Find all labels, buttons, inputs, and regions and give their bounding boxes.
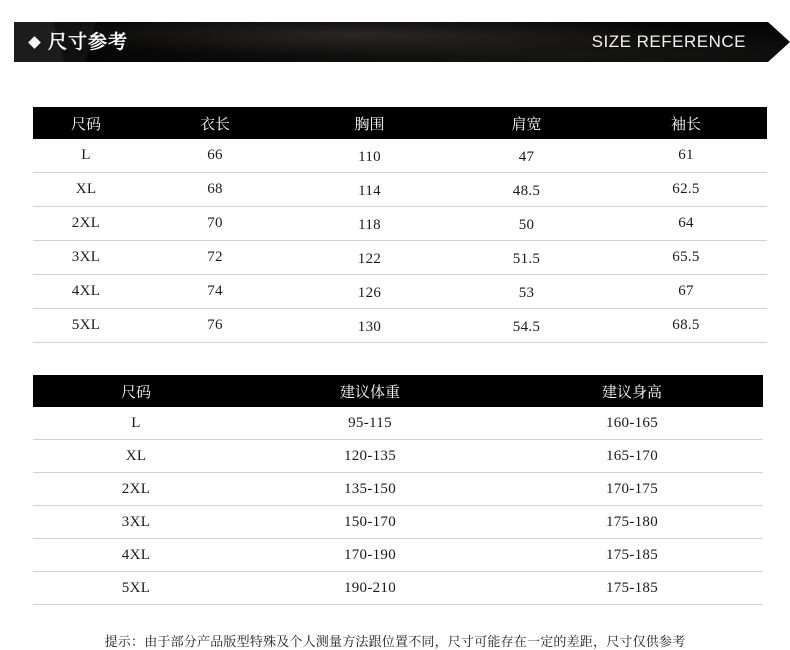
size-table-body: [33, 139, 767, 343]
cell-length: 70: [139, 207, 291, 241]
cell-shoulder: 47: [448, 141, 605, 175]
cell-size: 3XL: [33, 241, 139, 275]
cell-size: 5XL: [33, 309, 139, 343]
table-row: [33, 207, 767, 241]
cell-length: 66: [139, 139, 291, 173]
cell-length: 72: [139, 241, 291, 275]
table-row: [33, 506, 763, 539]
table-row: [33, 572, 763, 605]
recommendation-table: [33, 375, 763, 605]
size-table-wrap: [33, 107, 757, 343]
footer-note: 提示：由于部分产品版型特殊及个人测量方法跟位置不同，尺寸可能存在一定的差距，尺寸仅供参考: [104, 635, 686, 650]
cell-size: 5XL: [33, 572, 239, 605]
table-row: [33, 241, 767, 275]
cell-height: 175-180: [501, 506, 763, 539]
cell-shoulder: 51.5: [448, 243, 605, 277]
cell-size: 2XL: [33, 473, 239, 506]
col-header-height: 建议身高: [501, 375, 763, 407]
size-measurement-table: [33, 107, 767, 343]
cell-shoulder: 53: [448, 277, 605, 311]
cell-height: 175-185: [501, 539, 763, 572]
size-reference-page: [0, 22, 790, 650]
cell-length: 74: [139, 275, 291, 309]
cell-size: 3XL: [33, 506, 239, 539]
cell-shoulder: 48.5: [448, 175, 605, 209]
cell-size: 4XL: [33, 539, 239, 572]
table-row: [33, 440, 763, 473]
banner-right-notch: [768, 22, 790, 62]
col-header-weight: 建议体重: [239, 375, 501, 407]
cell-length: 76: [139, 309, 291, 343]
cell-height: 160-165: [501, 407, 763, 440]
header-banner: [0, 22, 790, 62]
cell-length: 68: [139, 173, 291, 207]
recommend-table-head: [33, 375, 763, 407]
cell-height: 175-185: [501, 572, 763, 605]
size-table-head: [33, 107, 767, 139]
table-row: [33, 309, 767, 343]
cell-bust: 114: [291, 175, 448, 209]
cell-bust: 110: [291, 141, 448, 175]
table-row: [33, 139, 767, 173]
cell-weight: 190-210: [239, 572, 501, 605]
cell-bust: 118: [291, 209, 448, 243]
cell-weight: 120-135: [239, 440, 501, 473]
cell-size: XL: [33, 440, 239, 473]
banner-title-en: SIZE REFERENCE: [591, 32, 746, 51]
recommend-table-body: [33, 407, 763, 605]
cell-weight: 150-170: [239, 506, 501, 539]
col-header-shoulder: 肩宽: [448, 107, 605, 139]
cell-weight: 135-150: [239, 473, 501, 506]
table-row: [33, 407, 763, 440]
cell-weight: 170-190: [239, 539, 501, 572]
col-header-sleeve: 袖长: [605, 107, 767, 139]
table-header-row: [33, 375, 763, 407]
table-row: [33, 539, 763, 572]
col-header-size: 尺码: [33, 375, 239, 407]
banner-title-cn-text: 尺寸参考: [48, 31, 129, 53]
recommend-table-wrap: [33, 375, 757, 605]
cell-size: XL: [33, 173, 139, 207]
banner-title-cn: [30, 22, 128, 62]
cell-size: L: [33, 139, 139, 173]
cell-sleeve: 64: [605, 207, 767, 241]
table-row: [33, 275, 767, 309]
cell-size: 2XL: [33, 207, 139, 241]
col-header-size: 尺码: [33, 107, 139, 139]
table-header-row: [33, 107, 767, 139]
cell-bust: 130: [291, 311, 448, 345]
cell-weight: 95-115: [239, 407, 501, 440]
table-row: [33, 173, 767, 207]
cell-sleeve: 65.5: [605, 241, 767, 275]
cell-bust: 122: [291, 243, 448, 277]
cell-sleeve: 61: [605, 139, 767, 173]
cell-height: 170-175: [501, 473, 763, 506]
cell-sleeve: 68.5: [605, 309, 767, 343]
cell-size: 4XL: [33, 275, 139, 309]
cell-height: 165-170: [501, 440, 763, 473]
cell-shoulder: 54.5: [448, 311, 605, 345]
cell-size: L: [33, 407, 239, 440]
cell-sleeve: 67: [605, 275, 767, 309]
col-header-length: 衣长: [139, 107, 291, 139]
cell-sleeve: 62.5: [605, 173, 767, 207]
diamond-icon: [28, 36, 41, 49]
cell-shoulder: 50: [448, 209, 605, 243]
table-row: [33, 473, 763, 506]
col-header-bust: 胸围: [291, 107, 448, 139]
banner-left-edge: [0, 22, 14, 62]
cell-bust: 126: [291, 277, 448, 311]
